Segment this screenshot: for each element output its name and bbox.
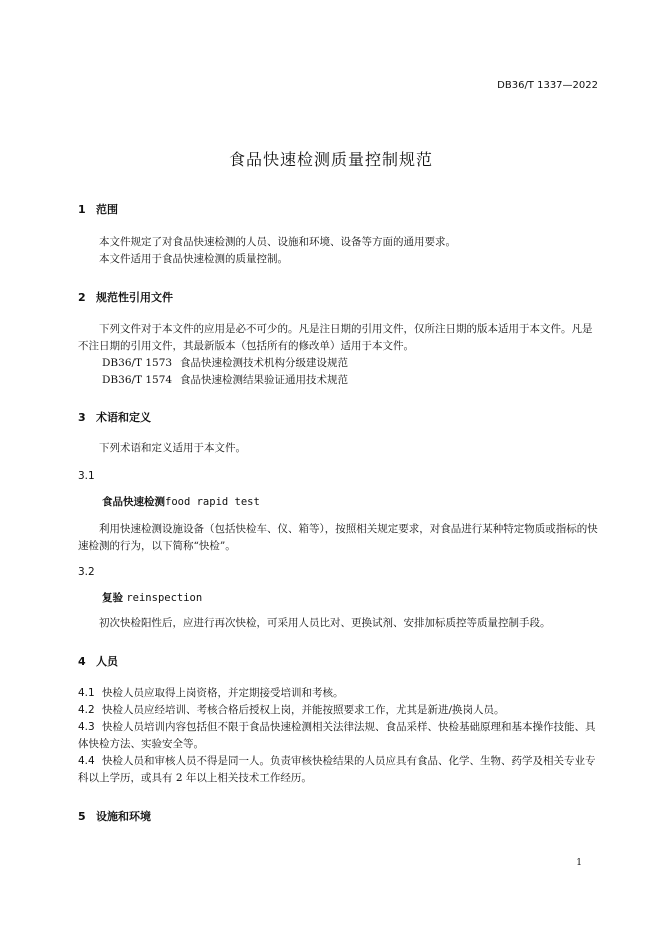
term-number: 3.2 <box>78 566 95 578</box>
list-item: 4.2 快检人员应经培训、考核合格后授权上岗，并能按照要求工作，尤其是新进/换岗人员。 <box>78 704 505 716</box>
paragraph: 本文件规定了对食品快速检测的人员、设施和环境、设备等方面的通用要求。 <box>99 236 456 248</box>
paragraph: 下列术语和定义适用于本文件。 <box>99 442 246 454</box>
section-heading-2: 2 规范性引用文件 <box>78 291 173 304</box>
section-heading-1: 1 范围 <box>78 203 118 216</box>
paragraph: 下列文件对于本文件的应用是必不可少的。凡是注日期的引用文件，仅所注日期的版本适用于本文件。凡是不注日期的引用文件，其最新版本（包括所有的修改单）适用于本文件。 <box>78 323 593 352</box>
term-number: 3.1 <box>78 470 95 482</box>
reference-item: DB36/T 1573 食品快速检测技术机构分级建设规范 <box>102 357 348 369</box>
list-item: 4.1 快检人员应取得上岗资格，并定期接受培训和考核。 <box>78 687 344 699</box>
term-definition: 利用快速检测设施设备（包括快检车、仪、箱等），按照相关规定要求，对食品进行某种特定物质或指标的快速检测的行为，以下简称“快检”。 <box>78 523 598 552</box>
list-item: 4.4 快检人员和审核人员不得是同一人。负责审核快检结果的人员应具有食品、化学、生物、药学及相关专业专科以上学历，或具有 2 年以上相关技术工作经历。 <box>78 755 596 784</box>
document-code: DB36/T 1337—2022 <box>497 80 598 91</box>
page-title: 食品快速检测质量控制规范 <box>228 150 433 169</box>
term-name: 复验 reinspection <box>102 592 203 604</box>
list-item: 4.3 快检人员培训内容包括但不限于食品快速检测相关法律法规、食品采样、快检基础原理和基本操作技能、具体快检方法、实验安全等。 <box>78 721 596 750</box>
term-name: 食品快速检测food rapid test <box>102 496 260 508</box>
paragraph: 本文件适用于食品快速检测的质量控制。 <box>99 253 288 265</box>
section-heading-5: 5 设施和环境 <box>78 810 151 823</box>
reference-item: DB36/T 1574 食品快速检测结果验证通用技术规范 <box>102 374 348 386</box>
term-definition: 初次快检阳性后，应进行再次快检，可采用人员比对、更换试剂、安排加标质控等质量控制手段。 <box>99 617 551 629</box>
page-number: 1 <box>576 858 582 868</box>
section-heading-3: 3 术语和定义 <box>78 411 151 424</box>
section-heading-4: 4 人员 <box>78 655 118 668</box>
